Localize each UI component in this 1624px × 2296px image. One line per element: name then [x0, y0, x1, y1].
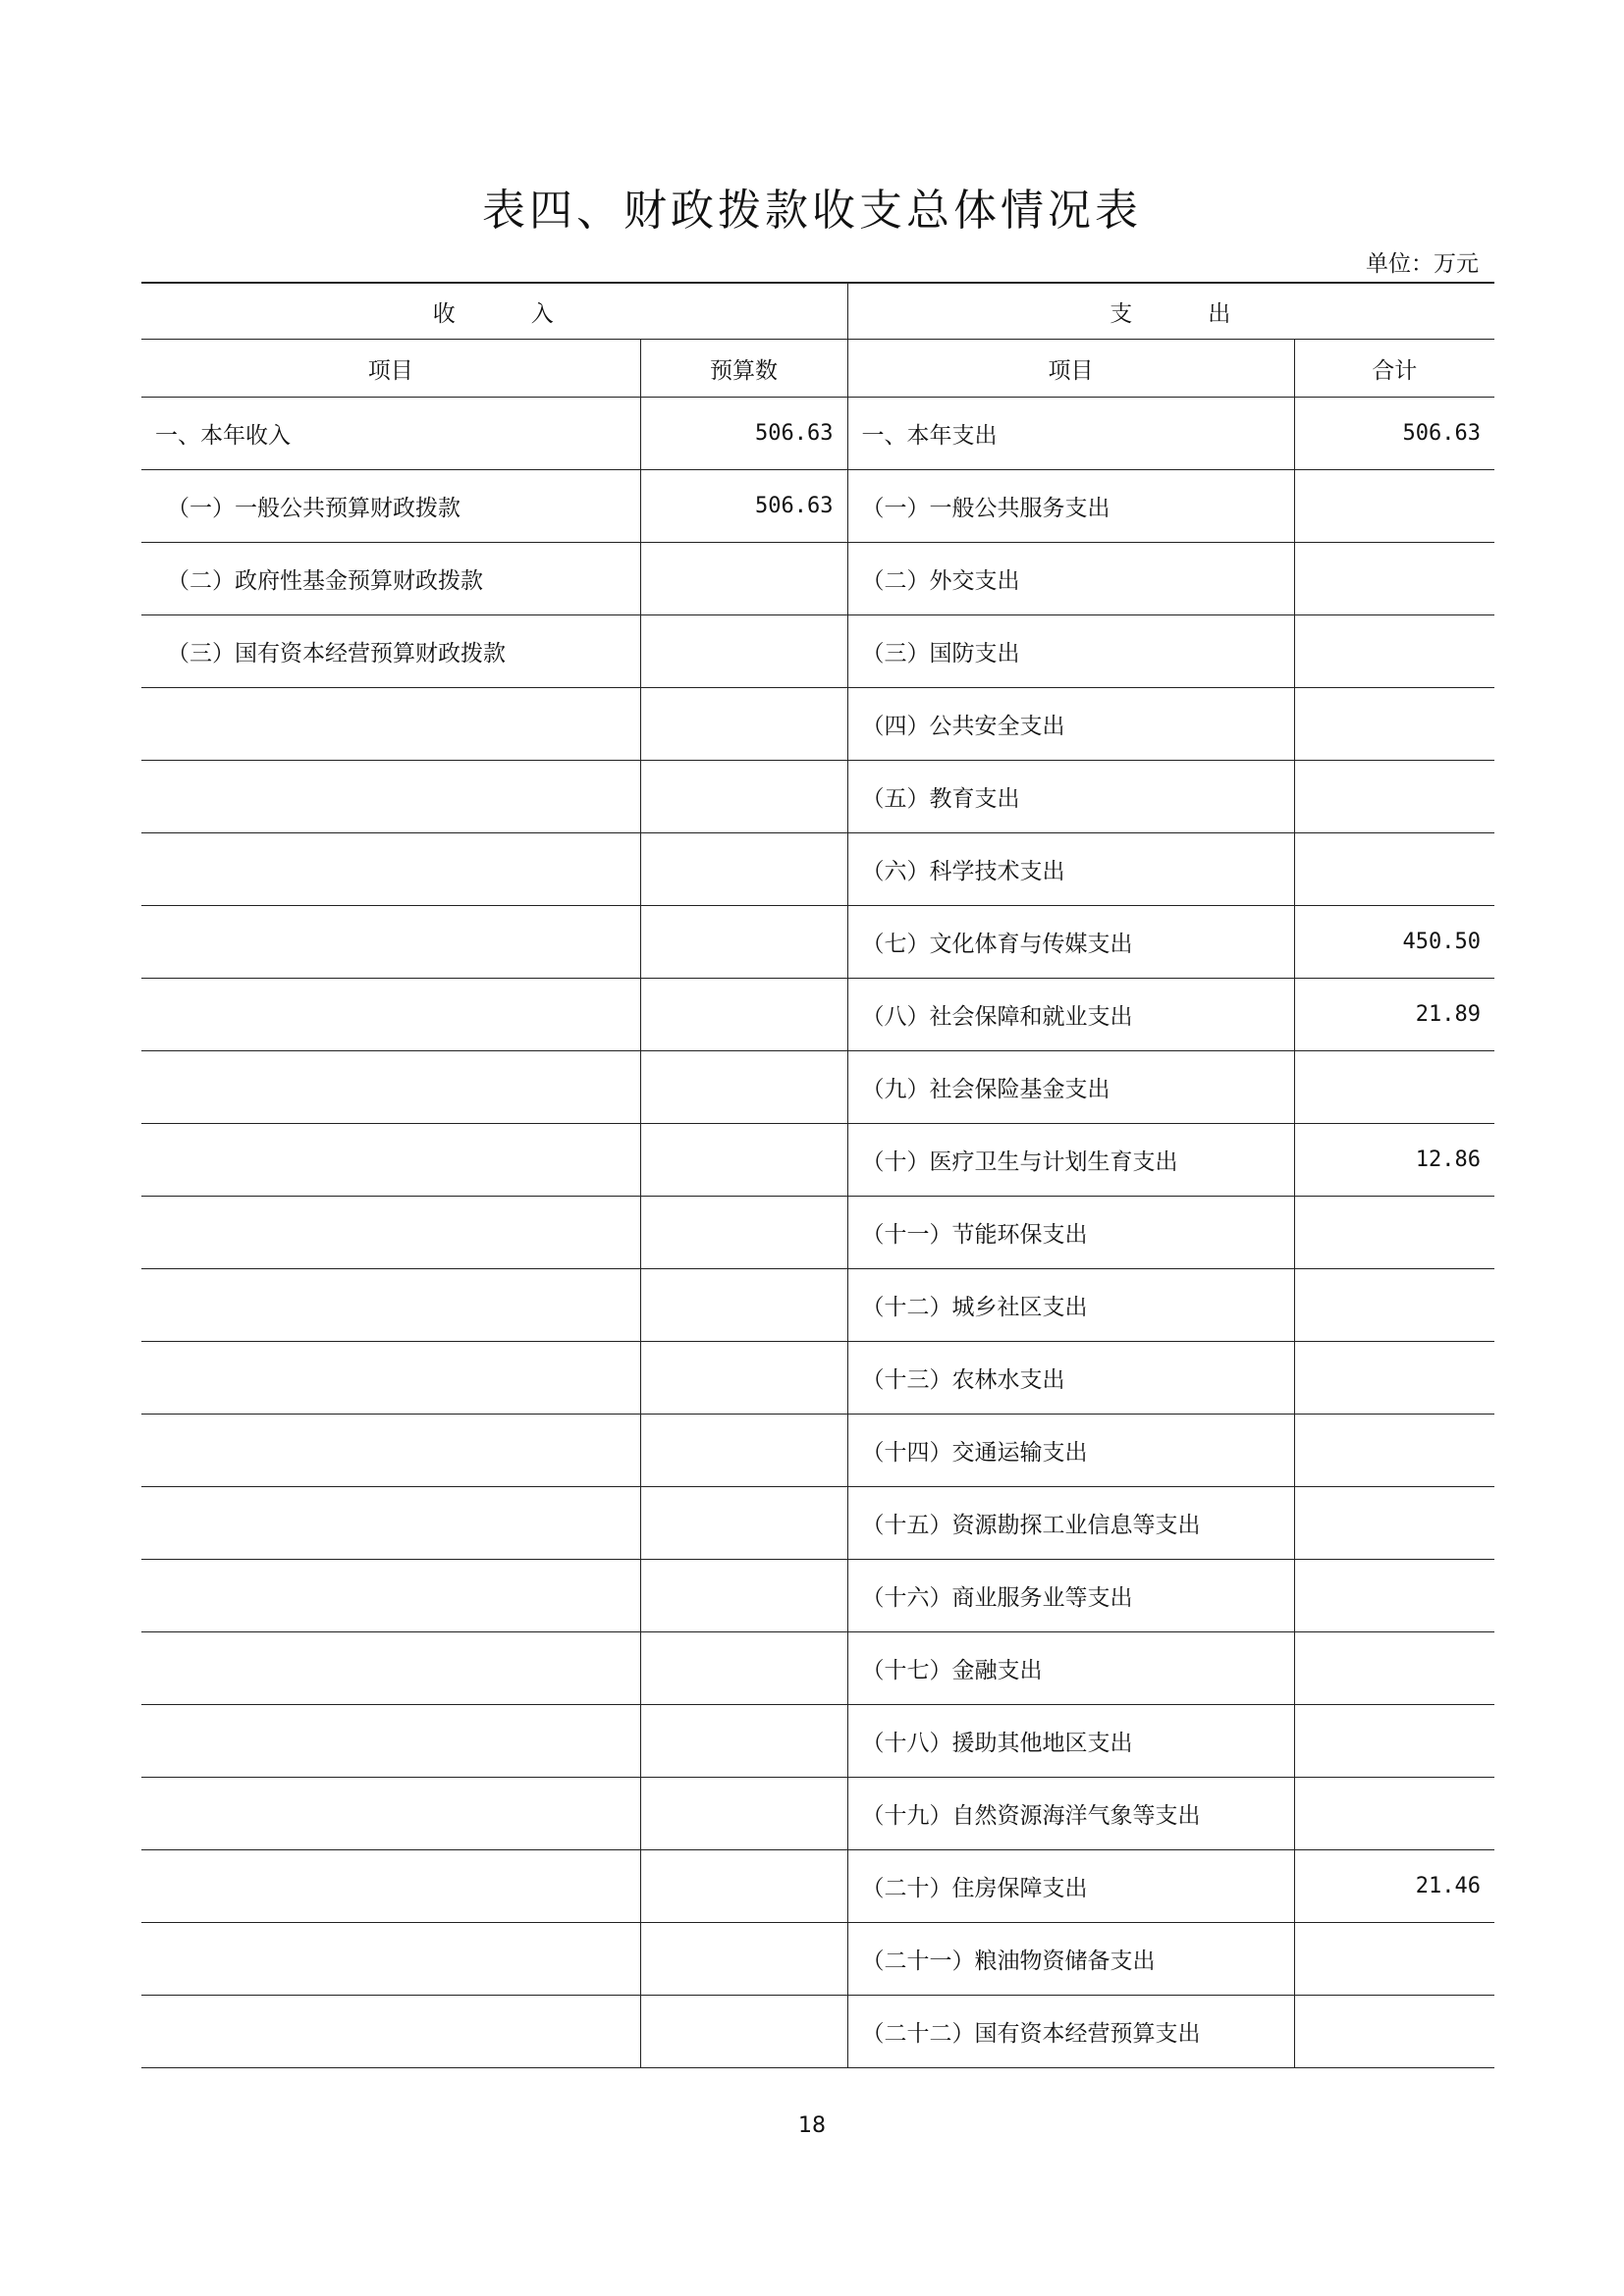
expense-amount-cell	[1294, 1778, 1494, 1850]
table-row	[141, 761, 1494, 833]
income-item-cell	[141, 1923, 640, 1996]
expense-item-cell: （九）社会保险基金支出	[847, 1051, 1294, 1124]
income-amount-cell	[640, 688, 847, 761]
table-row	[141, 1996, 1494, 2068]
income-item-cell	[141, 979, 640, 1051]
income-item-cell	[141, 1996, 640, 2068]
expense-amount-cell: 21.46	[1294, 1850, 1494, 1923]
income-amount-cell	[640, 1850, 847, 1923]
section-header-row	[141, 283, 1494, 340]
income-amount-cell	[640, 1923, 847, 1996]
expense-item-cell: （十四）交通运输支出	[847, 1415, 1294, 1487]
income-amount-cell	[640, 615, 847, 688]
income-item-cell: 一、本年收入	[141, 398, 640, 470]
income-item-cell	[141, 1124, 640, 1197]
expense-amount-cell	[1294, 1197, 1494, 1269]
income-item-cell	[141, 688, 640, 761]
expense-item-cell: （二）外交支出	[847, 543, 1294, 615]
income-amount-cell	[640, 1996, 847, 2068]
expense-item-cell: （十二）城乡社区支出	[847, 1269, 1294, 1342]
expense-amount-cell	[1294, 1269, 1494, 1342]
income-section-header: 收 入	[141, 283, 847, 340]
table-row	[141, 1269, 1494, 1342]
income-item-cell: （三）国有资本经营预算财政拨款	[141, 615, 640, 688]
table-row	[141, 1124, 1494, 1197]
expense-amount-cell	[1294, 543, 1494, 615]
column-header-row	[141, 340, 1494, 398]
income-amount-cell: 506.63	[640, 470, 847, 543]
budget-table	[141, 282, 1494, 2068]
income-item-cell	[141, 1415, 640, 1487]
income-item-cell	[141, 1560, 640, 1632]
income-amount-cell	[640, 906, 847, 979]
table-row	[141, 1415, 1494, 1487]
table-row	[141, 1778, 1494, 1850]
income-amount-cell	[640, 1197, 847, 1269]
income-item-cell: （二）政府性基金预算财政拨款	[141, 543, 640, 615]
expense-amount-cell	[1294, 1560, 1494, 1632]
income-amount-cell	[640, 761, 847, 833]
expense-amount-cell	[1294, 1996, 1494, 2068]
income-item-cell	[141, 1051, 640, 1124]
table-row	[141, 1850, 1494, 1923]
income-item-cell	[141, 1705, 640, 1778]
income-item-cell	[141, 1632, 640, 1705]
income-item-cell	[141, 1342, 640, 1415]
expense-item-cell: （五）教育支出	[847, 761, 1294, 833]
income-amount-cell	[640, 1051, 847, 1124]
expense-amount-cell	[1294, 1487, 1494, 1560]
expense-item-cell: （八）社会保障和就业支出	[847, 979, 1294, 1051]
expense-item-cell: （十五）资源勘探工业信息等支出	[847, 1487, 1294, 1560]
income-item-cell	[141, 761, 640, 833]
expense-item-cell: （十）医疗卫生与计划生育支出	[847, 1124, 1294, 1197]
table-row	[141, 979, 1494, 1051]
expense-amount-cell	[1294, 1923, 1494, 1996]
expense-amount-cell	[1294, 1632, 1494, 1705]
table-row	[141, 398, 1494, 470]
income-item-cell	[141, 1269, 640, 1342]
expense-amount-cell: 450.50	[1294, 906, 1494, 979]
expense-item-cell: 一、本年支出	[847, 398, 1294, 470]
expense-item-cell: （十六）商业服务业等支出	[847, 1560, 1294, 1632]
expense-amount-cell	[1294, 470, 1494, 543]
income-item-cell	[141, 833, 640, 906]
table-row	[141, 1342, 1494, 1415]
income-item-cell	[141, 1850, 640, 1923]
expense-amount-cell: 12.86	[1294, 1124, 1494, 1197]
table-row	[141, 833, 1494, 906]
expense-item-cell: （十九）自然资源海洋气象等支出	[847, 1778, 1294, 1850]
table-row	[141, 1051, 1494, 1124]
table-row	[141, 1560, 1494, 1632]
table-row	[141, 470, 1494, 543]
expense-amount-cell	[1294, 761, 1494, 833]
table-row	[141, 1923, 1494, 1996]
income-amount-cell	[640, 1705, 847, 1778]
page-title: 表四、财政拨款收支总体情况表	[482, 186, 1142, 236]
income-amount-cell	[640, 1415, 847, 1487]
table-row	[141, 543, 1494, 615]
income-amount-cell	[640, 1124, 847, 1197]
income-amount-cell	[640, 1632, 847, 1705]
expense-amount-cell: 506.63	[1294, 398, 1494, 470]
expense-amount-cell	[1294, 1415, 1494, 1487]
income-amount-cell	[640, 1342, 847, 1415]
table-row	[141, 1487, 1494, 1560]
expense-item-cell: （十一）节能环保支出	[847, 1197, 1294, 1269]
expense-item-cell: （七）文化体育与传媒支出	[847, 906, 1294, 979]
expense-item-cell: （六）科学技术支出	[847, 833, 1294, 906]
income-amount-cell	[640, 1560, 847, 1632]
expense-item-cell: （十八）援助其他地区支出	[847, 1705, 1294, 1778]
expense-amount-cell	[1294, 1705, 1494, 1778]
table-row	[141, 688, 1494, 761]
income-amount-cell: 506.63	[640, 398, 847, 470]
income-amount-cell	[640, 833, 847, 906]
income-item-header: 项目	[141, 340, 640, 398]
table-row	[141, 1705, 1494, 1778]
table-row	[141, 1632, 1494, 1705]
income-amount-header: 预算数	[640, 340, 847, 398]
table-row	[141, 615, 1494, 688]
expense-amount-cell	[1294, 1051, 1494, 1124]
income-item-cell	[141, 1487, 640, 1560]
expense-item-cell: （四）公共安全支出	[847, 688, 1294, 761]
table-row	[141, 1197, 1494, 1269]
expense-item-cell: （二十）住房保障支出	[847, 1850, 1294, 1923]
expense-item-cell: （三）国防支出	[847, 615, 1294, 688]
page-number: 18	[798, 2113, 826, 2138]
income-amount-cell	[640, 1269, 847, 1342]
expense-item-cell: （十七）金融支出	[847, 1632, 1294, 1705]
income-amount-cell	[640, 979, 847, 1051]
expense-item-cell: （二十二）国有资本经营预算支出	[847, 1996, 1294, 2068]
unit-label: 单位：万元	[1366, 251, 1479, 277]
expense-item-cell: （十三）农林水支出	[847, 1342, 1294, 1415]
table-row	[141, 906, 1494, 979]
expense-item-cell: （一）一般公共服务支出	[847, 470, 1294, 543]
income-item-cell	[141, 1778, 640, 1850]
income-item-cell: （一）一般公共预算财政拨款	[141, 470, 640, 543]
expense-amount-cell	[1294, 833, 1494, 906]
expense-item-cell: （二十一）粮油物资储备支出	[847, 1923, 1294, 1996]
income-amount-cell	[640, 543, 847, 615]
expense-amount-cell	[1294, 615, 1494, 688]
expense-amount-cell	[1294, 688, 1494, 761]
income-item-cell	[141, 906, 640, 979]
income-amount-cell	[640, 1778, 847, 1850]
expense-amount-header: 合计	[1294, 340, 1494, 398]
income-amount-cell	[640, 1487, 847, 1560]
expense-amount-cell: 21.89	[1294, 979, 1494, 1051]
expense-amount-cell	[1294, 1342, 1494, 1415]
expense-section-header: 支 出	[847, 283, 1494, 340]
expense-item-header: 项目	[847, 340, 1294, 398]
income-item-cell	[141, 1197, 640, 1269]
